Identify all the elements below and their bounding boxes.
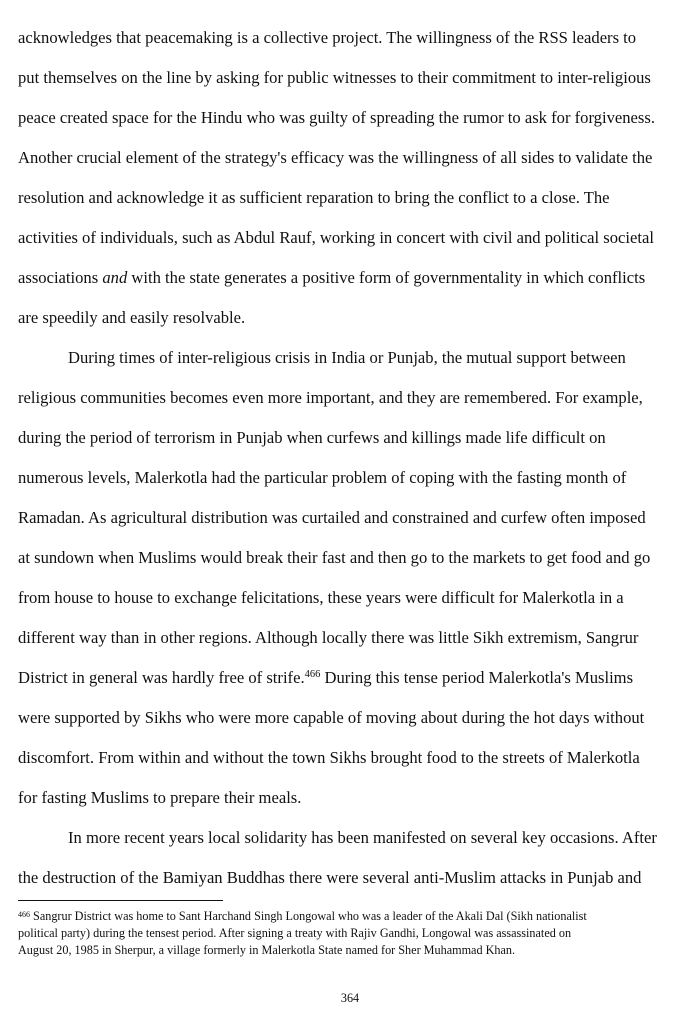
- body-text-line: resolution and acknowledge it as sufficient reparation to bring the conflict to a close. The: [18, 188, 610, 207]
- body-text-line: religious communities becomes even more important, and they are remembered. For example,: [18, 388, 643, 407]
- text-segment: associations: [18, 268, 103, 287]
- body-text-line: discomfort. From within and without the town Sikhs brought food to the streets of Malerkotla: [18, 748, 640, 767]
- footnote-line: [18, 909, 587, 924]
- footnote-divider: [18, 900, 223, 901]
- emphasized-word: and: [102, 268, 128, 287]
- body-text-line: peace created space for the Hindu who was guilty of spreading the rumor to ask for forgiveness.: [18, 108, 655, 127]
- body-text-line: [18, 268, 645, 288]
- text-segment: During this tense period Malerkotla's Muslims: [320, 668, 634, 687]
- footnote-line: August 20, 1985 in Sherpur, a village formerly in Malerkotla State named for Sher Muhammad Khan.: [18, 943, 516, 957]
- body-text-line: for fasting Muslims to prepare their meals.: [18, 788, 302, 807]
- footnote-line: political party) during the tensest period. After signing a treaty with Rajiv Gandhi, Longowal was assassinated on: [18, 926, 572, 940]
- paragraph-first-line: During times of inter-religious crisis in India or Punjab, the mutual support between: [68, 348, 626, 367]
- footnote-text: Sangrur District was home to Sant Harchand Singh Longowal who was a leader of the Akali Dal (Sikh nationalist: [30, 909, 587, 923]
- body-text-line: different way than in other regions. Although locally there was little Sikh extremism, Sangrur: [18, 628, 639, 647]
- footnote-marker: 466: [18, 910, 30, 919]
- paragraph-first-line: In more recent years local solidarity has been manifested on several key occasions. After: [68, 828, 657, 847]
- body-text-line: were supported by Sikhs who were more capable of moving about during the hot days without: [18, 708, 645, 727]
- page-number: 364: [340, 991, 360, 1005]
- body-text-line: put themselves on the line by asking for public witnesses to their commitment to inter-religious: [18, 68, 651, 87]
- body-text-line: Another crucial element of the strategy's efficacy was the willingness of all sides to validate the: [18, 148, 653, 167]
- body-text-line: the destruction of the Bamiyan Buddhas there were several anti-Muslim attacks in Punjab and: [18, 868, 642, 887]
- body-text-line: activities of individuals, such as Abdul Rauf, working in concert with civil and political societal: [18, 228, 654, 247]
- body-text-line: Ramadan. As agricultural distribution was curtailed and constrained and curfew often imposed: [18, 508, 646, 527]
- body-text-line: are speedily and easily resolvable.: [18, 308, 246, 327]
- body-text-line: from house to house to exchange felicitations, these years were difficult for Malerkotla in a: [18, 588, 624, 607]
- body-text-line: acknowledges that peacemaking is a collective project. The willingness of the RSS leaders to: [18, 28, 637, 47]
- body-text-line: [18, 668, 633, 688]
- body-text-line: during the period of terrorism in Punjab when curfews and killings made life difficult on: [18, 428, 606, 447]
- text-segment: with the state generates a positive form of governmentality in which conflicts: [127, 268, 646, 287]
- body-text-line: numerous levels, Malerkotla had the particular problem of coping with the fasting month of: [18, 468, 627, 487]
- text-segment: District in general was hardly free of strife.: [18, 668, 305, 687]
- body-text-line: at sundown when Muslims would break their fast and then go to the markets to get food and go: [18, 548, 651, 567]
- footnote-reference[interactable]: 466: [304, 669, 321, 680]
